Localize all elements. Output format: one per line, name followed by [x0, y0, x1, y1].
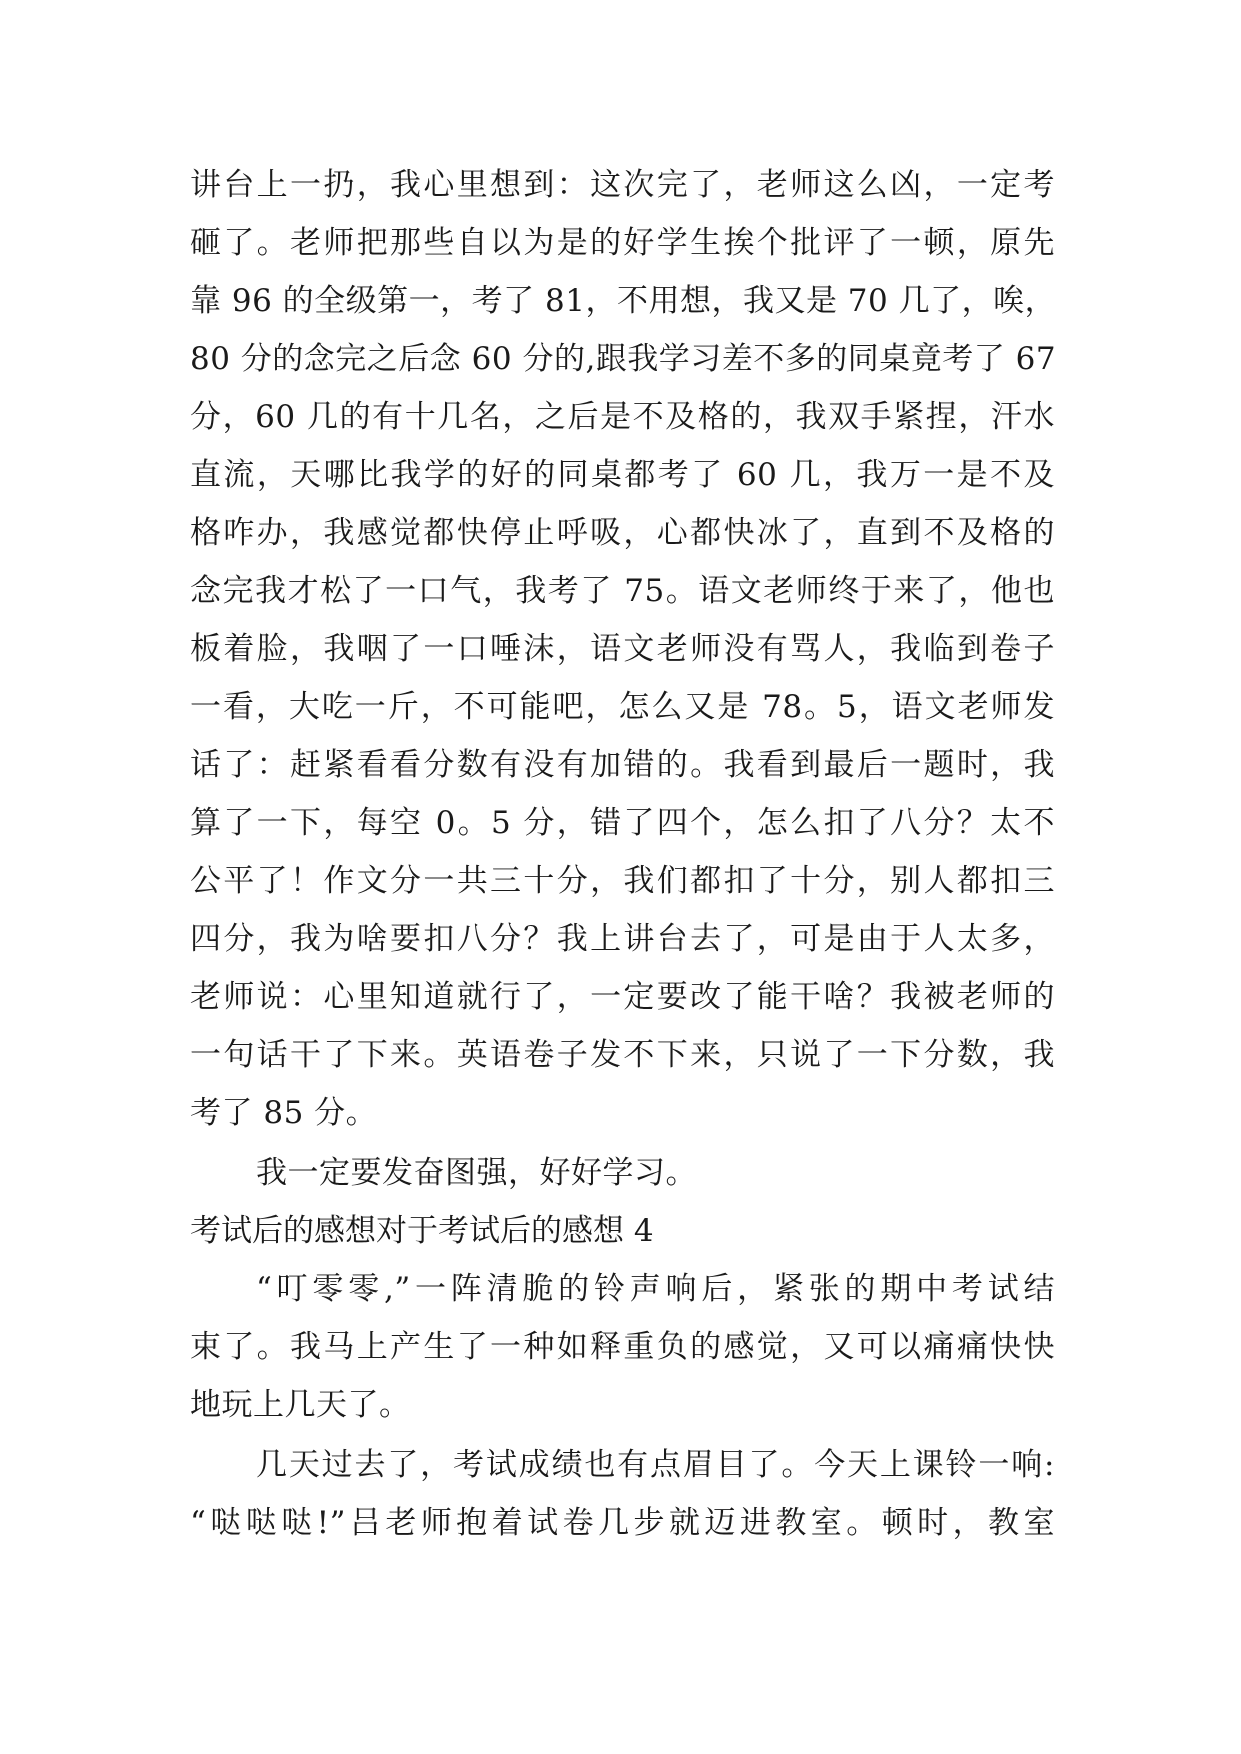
- text-line: “叮零零,”一阵清脆的铃声响后，紧张的期中考试结: [256, 1271, 1055, 1307]
- text-line: 算了一下，每空 0。5 分，错了四个，怎么扣了八分？太不: [190, 805, 1055, 841]
- text-line: 公平了！作文分一共三十分，我们都扣了十分，别人都扣三: [190, 863, 1055, 899]
- text-line: 四分，我为啥要扣八分？我上讲台去了，可是由于人太多，: [190, 921, 1055, 957]
- text-line: 几天过去了，考试成绩也有点眉目了。今天上课铃一响:: [256, 1447, 1055, 1483]
- text-line: 束了。我马上产生了一种如释重负的感觉，又可以痛痛快快: [190, 1329, 1055, 1365]
- section-heading: 考试后的感想对于考试后的感想 4: [190, 1213, 654, 1249]
- text-line: 老师说：心里知道就行了，一定要改了能干啥？我被老师的: [190, 979, 1055, 1015]
- text-line: 靠 96 的全级第一，考了 81，不用想，我又是 70 几了，唉，: [190, 283, 1057, 319]
- text-line: 考了 85 分。: [190, 1095, 378, 1131]
- paragraph-4: [190, 1436, 1055, 1552]
- text-line: 一句话干了下来。英语卷子发不下来，只说了一下分数，我: [190, 1037, 1055, 1073]
- paragraph-3: [190, 1260, 1055, 1434]
- text-line: 话了：赶紧看看分数有没有加错的。我看到最后一题时，我: [190, 747, 1055, 783]
- text-line: 直流，天哪比我学的好的同桌都考了 60 几，我万一是不及: [190, 457, 1055, 493]
- text-line: 地玩上几天了。: [190, 1387, 411, 1423]
- text-line: 讲台上一扔，我心里想到：这次完了，老师这么凶，一定考: [190, 167, 1055, 203]
- text-line: 我一定要发奋图强，好好学习。: [256, 1155, 697, 1191]
- text-line: 格咋办，我感觉都快停止呼吸，心都快冰了，直到不及格的: [190, 515, 1055, 551]
- section-heading-block: [190, 1202, 1055, 1260]
- text-line: 80 分的念完之后念 60 分的,跟我学习差不多的同桌竟考了 67: [190, 341, 1057, 377]
- text-line: “哒哒哒!”吕老师抱着试卷几步就迈进教室。顿时，教室: [190, 1505, 1055, 1541]
- paragraph-2: [190, 1144, 1055, 1202]
- text-line: 分，60 几的有十几名，之后是不及格的，我双手紧捏，汗水: [190, 399, 1055, 435]
- text-line: 板着脸，我咽了一口唾沫，语文老师没有骂人，我临到卷子: [190, 631, 1055, 667]
- paragraph-1: [190, 156, 1055, 1142]
- text-line: 一看，大吃一斤，不可能吧，怎么又是 78。5，语文老师发: [190, 689, 1055, 725]
- text-line: 砸了。老师把那些自以为是的好学生挨个批评了一顿，原先: [190, 225, 1055, 261]
- text-line: 念完我才松了一口气，我考了 75。语文老师终于来了，他也: [190, 573, 1055, 609]
